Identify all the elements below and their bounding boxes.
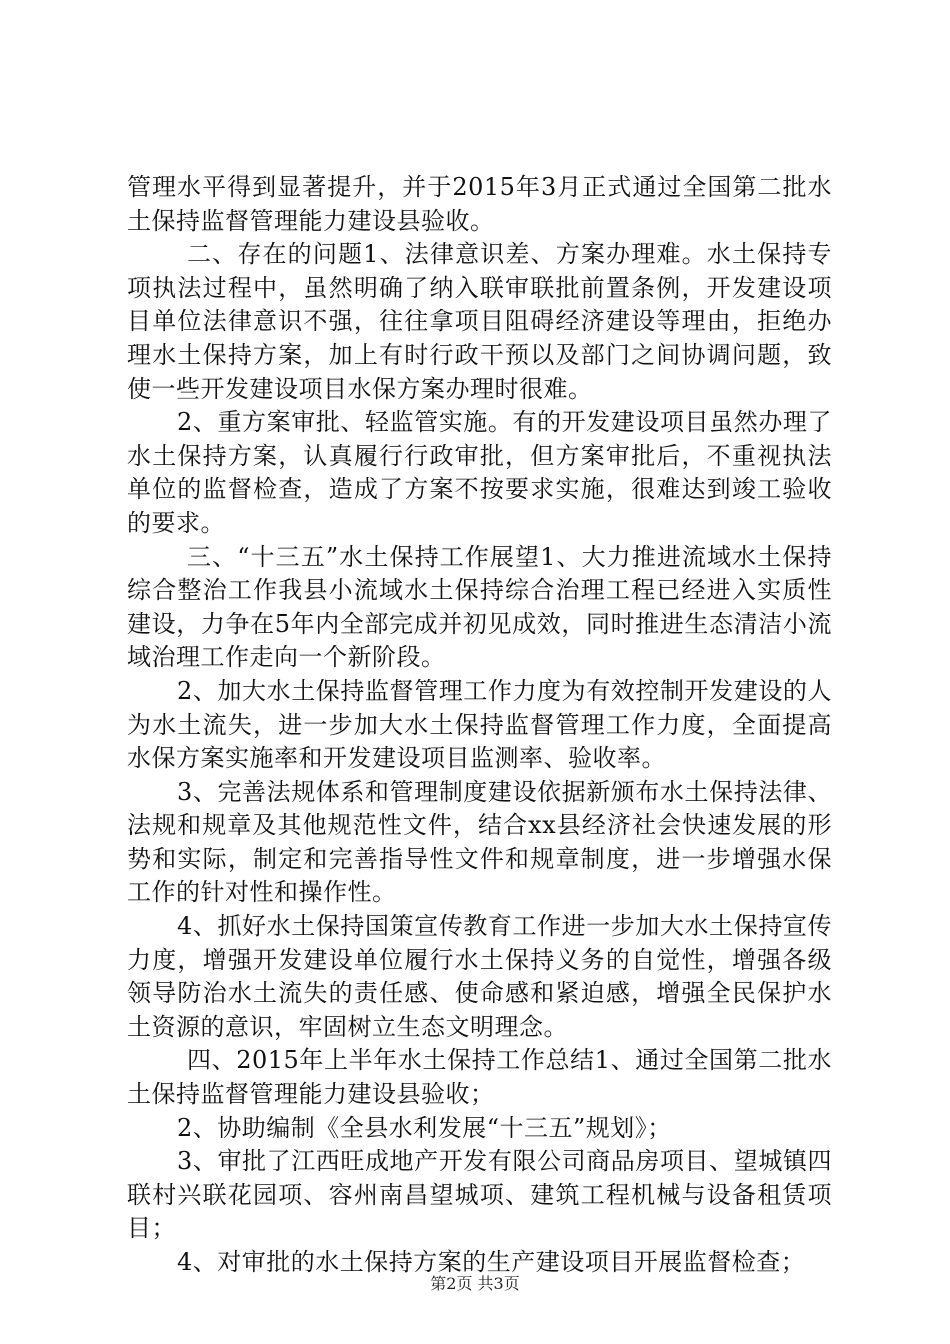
paragraph-4: 三、“十三五”水土保持工作展望1、大力推进流域水土保持综合整治工作我县小流域水土保持综合治理工程已经进入实质性建设，力争在5年内全部完成并初见成效，同时推进生态清洁小流域治理工作走向一个新阶段。 [127,542,832,672]
paragraph-5: 2、加大水土保持监督管理工作力度为有效控制开发建设的人为水土流失，进一步加大水土保持监督管理工作力度，全面提高水保方案实施率和开发建设项目监测率、验收率。 [127,676,832,773]
paragraph-10: 3、审批了江西旺成地产开发有限公司商品房项目、望城镇四联村兴联花园项、容州南昌望城项、建筑工程机械与设备租赁项目； [127,1147,832,1243]
document-body [127,171,832,1280]
paragraph-1: 管理水平得到显著提升，并于2015年3月正式通过全国第二批水土保持监督管理能力建设县验收。 [127,173,832,235]
paragraph-9: 2、协助编制《全县水利发展“十三五”规划》； [177,1113,672,1142]
page-footer: 第2页 共3页 [430,1274,520,1293]
paragraph-6: 3、完善法规体系和管理制度建设依据新颁布水土保持法律、法规和规章及其他规范性文件，结合xx县经济社会快速发展的形势和实际，制定和完善指导性文件和规章制度，进一步增强水保工作的针对性和操作性。 [127,777,832,907]
paragraph-2: 二、存在的问题1、法律意识差、方案办理难。水土保持专项执法过程中，虽然明确了纳入联审联批前置条例，开发建设项目单位法律意识不强，往往拿项目阻碍经济建设等理由，拒绝办理水土保持方案，加上有时行政干预以及部门之间协调问题，致使一些开发建设项目水保方案办理时很难。 [127,240,832,403]
paragraph-11: 4、对审批的水土保持方案的生产建设项目开展监督检查； [177,1248,806,1276]
paragraph-8: 四、2015年上半年水土保持工作总结1、通过全国第二批水土保持监督管理能力建设县验收； [127,1046,832,1109]
paragraph-3: 2、重方案审批、轻监管实施。有的开发建设项目虽然办理了水土保持方案，认真履行行政审批，但方案审批后，不重视执法单位的监督检查，造成了方案不按要求实施，很难达到竣工验收的要求。 [127,408,832,537]
paragraph-7: 4、抓好水土保持国策宣传教育工作进一步加大水土保持宣传力度，增强开发建设单位履行水土保持义务的自觉性，增强各级领导防治水土流失的责任感、使命感和紧迫感，增强全民保护水土资源的意识，牢固树立生态文明理念。 [127,912,832,1041]
